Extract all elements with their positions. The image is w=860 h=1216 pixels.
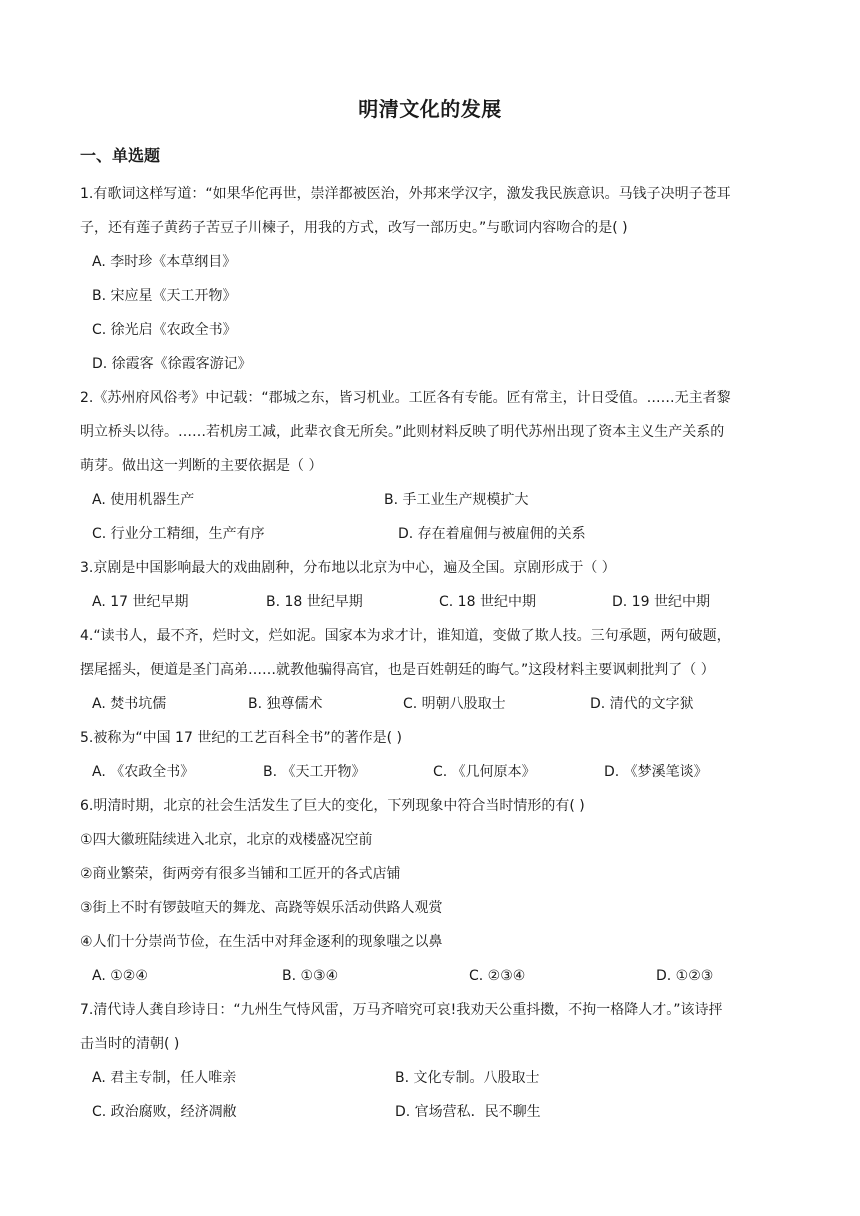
question-4-text: 摆尾摇头，便道是圣门高弟……就教他骗得高官，也是百姓朝廷的晦气。”这段材料主要讽刺批判了（ ） — [80, 662, 715, 678]
question-7-text: 击当时的清朝( ) — [80, 1036, 180, 1052]
question-7-text: 7.清代诗人龚自珍诗日：“九州生气恃风雷，万马齐喑究可哀!我劝天公重抖擞，不拘一格降人才。”该诗抨 — [80, 1002, 723, 1018]
statement-item: ③街上不时有锣鼓喧天的舞龙、高跷等娱乐活动供路人观赏 — [80, 900, 443, 916]
option-b[interactable]: B. 手工业生产规模扩大 — [384, 492, 529, 508]
statement-item: ①四大徽班陆续进入北京，北京的戏楼盛况空前 — [80, 832, 373, 848]
option-d[interactable]: D. 徐霞客《徐霞客游记》 — [92, 356, 252, 372]
question-2-text: 2.《苏州府风俗考》中记载：“郡城之东，皆习机业。工匠各有专能。匠有常主，计日受值。……无主者黎 — [80, 390, 731, 406]
question-2-text: 明立桥头以待。……若机房工减，此辈衣食无所矣。”此则材料反映了明代苏州出现了资本主义生产关系的 — [80, 424, 725, 440]
option-b[interactable]: B. 18 世纪早期 — [266, 594, 363, 610]
option-c[interactable]: C. 18 世纪中期 — [439, 594, 536, 610]
section-heading: 一、单选题 — [80, 146, 161, 165]
option-c[interactable]: C. 行业分工精细，生产有序 — [92, 526, 265, 542]
option-d[interactable]: D. ①②③ — [656, 968, 714, 984]
option-a[interactable]: A. 17 世纪早期 — [92, 594, 189, 610]
option-c[interactable]: C. ②③④ — [469, 968, 526, 984]
option-a[interactable]: A. 焚书坑儒 — [92, 696, 167, 712]
option-a[interactable]: A. 李时珍《本草纲目》 — [92, 254, 237, 270]
option-d[interactable]: D. 19 世纪中期 — [612, 594, 710, 610]
option-a[interactable]: A. 使用机器生产 — [92, 492, 195, 508]
page-title: 明清文化的发展 — [358, 97, 502, 121]
option-a[interactable]: A. 君主专制，任人唯亲 — [92, 1070, 237, 1086]
question-1-text: 子，还有莲子黄药子苦豆子川楝子，用我的方式，改写一部历史。”与歌词内容吻合的是( ) — [80, 220, 628, 236]
question-2-text: 萌芽。做出这一判断的主要依据是（ ） — [80, 458, 323, 474]
question-1-text: 1.有歌词这样写道：“如果华佗再世，崇洋都被医治，外邦来学汉字，激发我民族意识。马钱子决明子苍耳 — [80, 186, 731, 202]
option-a[interactable]: A. 《农政全书》 — [92, 764, 195, 780]
question-3-text: 3.京剧是中国影响最大的戏曲剧种，分布地以北京为中心，遍及全国。京剧形成于（ ） — [80, 560, 616, 576]
option-c[interactable]: C. 徐光启《农政全书》 — [92, 322, 237, 338]
question-4-text: 4.“读书人，最不齐，烂时文，烂如泥。国家本为求才计，谁知道，变做了欺人技。三句承题，两句破题， — [80, 628, 731, 644]
option-d[interactable]: D. 《梦溪笔谈》 — [604, 764, 708, 780]
statement-item: ②商业繁荣，街两旁有很多当铺和工匠开的各式店铺 — [80, 866, 401, 882]
option-b[interactable]: B. ①③④ — [282, 968, 339, 984]
option-d[interactable]: D. 存在着雇佣与被雇佣的关系 — [398, 526, 586, 542]
option-b[interactable]: B. 《天工开物》 — [263, 764, 366, 780]
option-c[interactable]: C. 《几何原本》 — [433, 764, 536, 780]
option-d[interactable]: D. 官场营私．民不聊生 — [395, 1104, 541, 1120]
option-a[interactable]: A. ①②④ — [92, 968, 148, 984]
option-b[interactable]: B. 文化专制。八股取士 — [395, 1070, 540, 1086]
option-c[interactable]: C. 明朝八股取士 — [403, 696, 506, 712]
question-5-text: 5.被称为“中国 17 世纪的工艺百科全书”的著作是( ) — [80, 730, 402, 746]
option-c[interactable]: C. 政治腐败，经济凋敝 — [92, 1104, 237, 1120]
statement-item: ④人们十分崇尚节俭，在生活中对拜金逐利的现象嗤之以鼻 — [80, 934, 443, 950]
option-d[interactable]: D. 清代的文字狱 — [590, 696, 694, 712]
option-b[interactable]: B. 宋应星《天工开物》 — [92, 288, 237, 304]
question-6-text: 6.明清时期，北京的社会生活发生了巨大的变化，下列现象中符合当时情形的有( ) — [80, 798, 585, 814]
option-b[interactable]: B. 独尊儒术 — [248, 696, 323, 712]
